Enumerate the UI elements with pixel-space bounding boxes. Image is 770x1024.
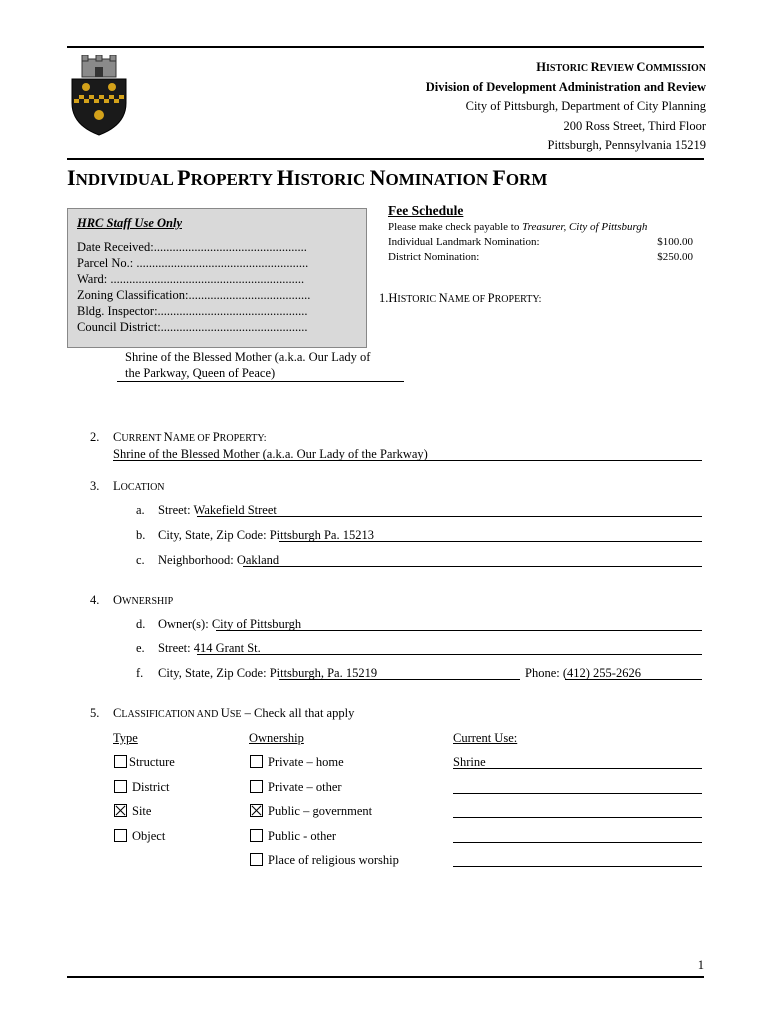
section-5-number: 5. [90,706,100,720]
current-use-value-1[interactable]: Shrine [453,755,486,769]
owner-underline [216,630,702,631]
type-structure-checkbox[interactable] [114,755,127,768]
ownership-public-other-label: Public - other [268,829,337,843]
section-4-number: 4. [90,593,100,607]
location-street-value[interactable]: Wakefield Street [193,503,277,517]
location-city-letter: b. [136,528,146,542]
city-seal-icon [68,55,130,137]
staff-parcel-no: Parcel No.: ....................................................... [77,256,309,270]
section-1-heading: 1.HISTORIC NAME OF PROPERTY: [379,291,542,305]
current-use-line-4[interactable] [453,842,702,843]
owner-city: City, State, Zip Code: Pittsburgh, Pa. 15219 [158,666,378,680]
ownership-religious-checkbox[interactable] [250,853,263,866]
location-city: City, State, Zip Code: Pittsburgh Pa. 15213 [158,528,374,542]
location-neighborhood-value[interactable]: Oakland [236,553,280,567]
current-use-line-1 [453,768,702,769]
owner-letter: d. [136,617,146,631]
current-use-line-3[interactable] [453,817,702,818]
owner-city-letter: f. [136,666,144,680]
ownership-religious-label: Place of religious worship [268,853,399,867]
staff-council-district: Council District:............................................... [77,320,308,334]
commission-name: HISTORIC REVIEW COMMISSION [536,60,706,74]
owner-phone-underline [565,679,702,680]
form-title: INDIVIDUAL PROPERTY HISTORIC NOMINATION FORM [67,165,548,190]
ownership-public-other-checkbox[interactable] [250,829,263,842]
historic-name-value-line-2[interactable]: the Parkway, Queen of Peace) [125,366,276,380]
fee-note: Please make check payable to Treasurer, City of Pittsburgh [388,221,648,233]
section-2-number: 2. [90,430,100,444]
staff-zoning: Zoning Classification:....................................... [77,288,311,302]
owner-phone-value[interactable]: (412) 255-2626 [562,666,641,680]
ownership-public-government-label: Public – government [268,804,373,818]
owner-street-letter: e. [136,641,145,655]
location-street-letter: a. [136,503,145,517]
location-city-value[interactable]: Pittsburgh Pa. 15213 [269,528,374,542]
staff-date-received: Date Received:................................................. [77,240,307,254]
top-rule [67,46,704,48]
current-use-line-5[interactable] [453,866,702,867]
current-use-column-heading: Current Use: [453,731,518,745]
ownership-private-other-label: Private – other [268,780,342,794]
current-name-value[interactable]: Shrine of the Blessed Mother (a.k.a. Our Lady of the Parkway) [113,447,428,461]
owner-phone: Phone: (412) 255-2626 [525,666,641,680]
page-number: 1 [697,958,704,972]
owner-street-underline [197,654,702,655]
address-line-1: 200 Ross Street, Third Floor [563,119,706,133]
type-object-label: Object [132,829,166,843]
owner-street: Street: 414 Grant St. [158,641,261,655]
staff-ward: Ward: .............................................................. [77,272,305,286]
fee-label-district: District Nomination: [388,251,480,263]
historic-name-underline [117,381,404,382]
type-site-label: Site [132,804,152,818]
section-4-heading: OWNERSHIP [113,593,174,607]
department-name: City of Pittsburgh, Department of City Planning [465,99,706,113]
ownership-column-heading: Ownership [249,731,304,745]
type-column-heading: Type [113,731,138,745]
type-site-checkbox[interactable] [114,804,127,817]
location-neighborhood-letter: c. [136,553,145,567]
header-rule [67,158,704,160]
fee-amount-district: $250.00 [657,251,693,263]
division-name: Division of Development Administration and Review [425,80,706,94]
location-city-underline [279,541,702,542]
type-structure-label: Structure [129,755,175,769]
ownership-private-other-checkbox[interactable] [250,780,263,793]
owner-city-underline [279,679,520,680]
location-street-underline [197,516,702,517]
current-use-line-2[interactable] [453,793,702,794]
bottom-rule [67,976,704,978]
hrc-staff-box [67,208,367,348]
location-neighborhood: Neighborhood: Oakland [158,553,280,567]
fee-amount-individual: $100.00 [657,236,693,248]
owner: Owner(s): City of Pittsburgh [158,617,302,631]
staff-heading: HRC Staff Use Only [77,216,182,230]
section-2-heading: CURRENT NAME OF PROPERTY: [113,430,267,444]
fee-label-individual: Individual Landmark Nomination: [388,236,540,248]
owner-city-value[interactable]: Pittsburgh, Pa. 15219 [269,666,378,680]
fee-heading: Fee Schedule [388,203,464,218]
ownership-private-home-checkbox[interactable] [250,755,263,768]
location-neighborhood-underline [243,566,702,567]
type-district-checkbox[interactable] [114,780,127,793]
ownership-public-government-checkbox[interactable] [250,804,263,817]
type-object-checkbox[interactable] [114,829,127,842]
staff-bldg-inspector: Bldg. Inspector:................................................ [77,304,308,318]
ownership-private-home-label: Private – home [268,755,344,769]
current-name-underline [113,460,702,461]
location-street: Street: Wakefield Street [158,503,277,517]
section-5-heading: CLASSIFICATION AND USE – Check all that apply [113,706,355,720]
section-3-heading: LOCATION [113,479,165,493]
historic-name-value-line-1[interactable]: Shrine of the Blessed Mother (a.k.a. Our Lady of [125,350,371,364]
type-district-label: District [132,780,170,794]
owner-value[interactable]: City of Pittsburgh [211,617,302,631]
address-line-2: Pittsburgh, Pennsylvania 15219 [547,138,706,152]
section-3-number: 3. [90,479,100,493]
owner-street-value[interactable]: 414 Grant St. [193,641,261,655]
